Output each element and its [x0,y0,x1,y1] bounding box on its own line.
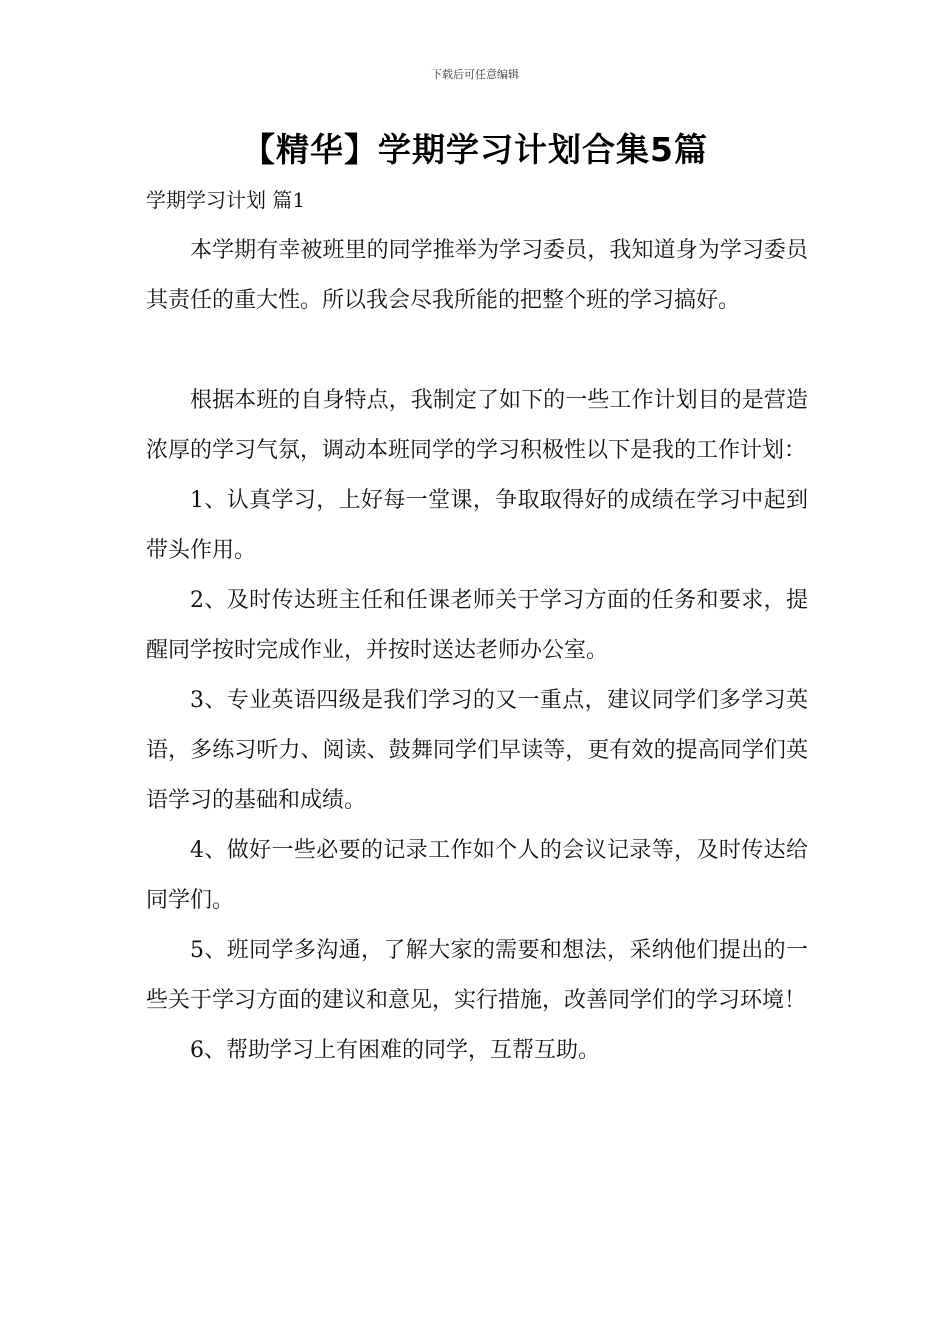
header-note: 下载后可任意编辑 [431,68,519,81]
paragraph-plan-purpose: 根据本班的自身特点，我制定了如下的一些工作计划目的是营造浓厚的学习气氛，调动本班同学的学习积极性以下是我的工作计划： [146,388,808,463]
document-body [146,226,808,1076]
plan-item-4: 4、做好一些必要的记录工作如个人的会议记录等，及时传达给同学们。 [146,838,808,913]
plan-item-5: 5、班同学多沟通，了解大家的需要和想法，采纳他们提出的一些关于学习方面的建议和意见，实行措施，改善同学们的学习环境！ [146,938,808,1013]
plan-item-6: 6、帮助学习上有困难的同学，互帮互助。 [190,1038,600,1063]
plan-item-2: 2、及时传达班主任和任课老师关于学习方面的任务和要求，提醒同学按时完成作业，并按时送达老师办公室。 [146,588,808,663]
paragraph-intro: 本学期有幸被班里的同学推举为学习委员，我知道身为学习委员其责任的重大性。所以我会尽我所能的把整个班的学习搞好。 [146,238,808,313]
plan-item-3: 3、专业英语四级是我们学习的又一重点，建议同学们多学习英语，多练习听力、阅读、鼓舞同学们早读等，更有效的提高同学们英语学习的基础和成绩。 [146,688,808,813]
section-heading: 学期学习计划 篇1 [146,188,306,212]
plan-item-1: 1、认真学习，上好每一堂课，争取取得好的成绩在学习中起到带头作用。 [146,488,808,563]
paragraph-spacer [146,326,808,376]
page-title: 【精华】学期学习计划合集5篇 [242,130,708,169]
